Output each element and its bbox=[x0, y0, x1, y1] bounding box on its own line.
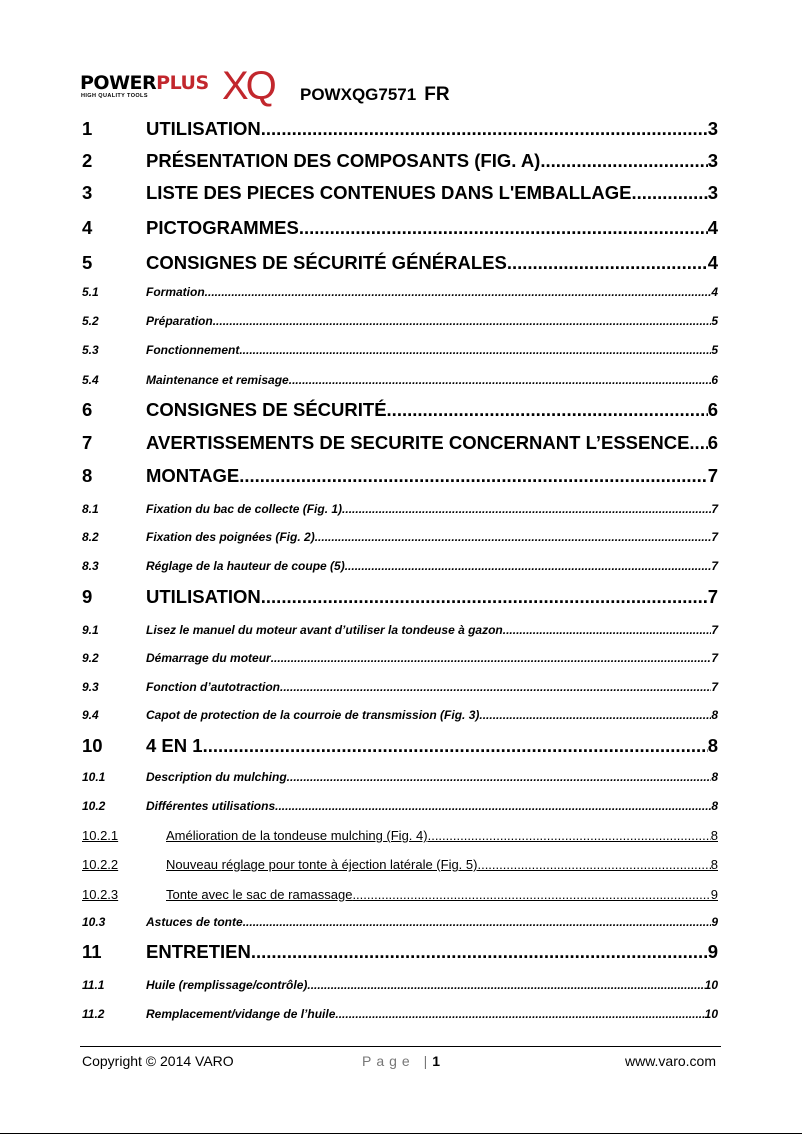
toc-title: UTILISATION bbox=[146, 118, 261, 139]
toc-entry[interactable] bbox=[82, 857, 718, 872]
toc-entry[interactable] bbox=[82, 118, 718, 140]
toc-entry[interactable] bbox=[82, 735, 718, 757]
toc-leader bbox=[251, 941, 708, 963]
toc-entry[interactable] bbox=[82, 182, 718, 204]
toc-number: 4 bbox=[82, 217, 93, 238]
toc-title: Maintenance et remisage bbox=[146, 373, 289, 387]
toc-entry[interactable] bbox=[82, 559, 718, 573]
toc-entry[interactable] bbox=[82, 285, 718, 299]
toc-page: 8 bbox=[711, 799, 718, 813]
toc-page: 7 bbox=[711, 530, 718, 544]
toc-title: Lisez le manuel du moteur avant d’utiliser la tondeuse à gazon. bbox=[146, 623, 507, 637]
toc-page: 5 bbox=[711, 314, 718, 328]
toc-entry[interactable] bbox=[82, 150, 718, 172]
toc-leader bbox=[271, 651, 712, 665]
toc-title: Tonte avec le sac de ramassage bbox=[166, 887, 353, 902]
toc-entry[interactable] bbox=[82, 651, 718, 665]
toc-leader bbox=[342, 502, 711, 516]
toc-number: 6 bbox=[82, 399, 93, 420]
toc-number: 10.2.2 bbox=[82, 857, 119, 872]
toc-page: 9 bbox=[707, 941, 718, 962]
toc-entry[interactable] bbox=[82, 1007, 718, 1021]
toc-entry[interactable] bbox=[82, 799, 718, 813]
toc-number: 8 bbox=[82, 465, 93, 486]
toc-title: CONSIGNES DE SÉCURITÉ GÉNÉRALES bbox=[146, 252, 507, 273]
toc-title: Capot de protection de la courroie de transmission (Fig. 3) bbox=[146, 708, 480, 722]
toc-title: AVERTISSEMENTS DE SECURITE CONCERNANT L’ESSENCE bbox=[146, 432, 690, 453]
toc-leader bbox=[243, 915, 712, 929]
toc-title: Description du mulching bbox=[146, 770, 287, 784]
toc-entry[interactable] bbox=[82, 770, 718, 784]
toc-title: Fixation du bac de collecte (Fig. 1) bbox=[146, 502, 343, 516]
toc-leader bbox=[507, 252, 708, 274]
toc-title: Réglage de la hauteur de coupe (5) bbox=[146, 559, 345, 573]
toc-number: 9.3 bbox=[82, 680, 99, 694]
toc-number: 9.1 bbox=[82, 623, 99, 637]
toc-page: 10 bbox=[704, 1007, 718, 1021]
toc-leader bbox=[261, 586, 708, 608]
toc-number: 9 bbox=[82, 586, 93, 607]
toc-number: 9.4 bbox=[82, 708, 99, 722]
toc-number: 7 bbox=[82, 432, 93, 453]
toc-number: 10.2.1 bbox=[82, 828, 119, 843]
toc-leader bbox=[213, 314, 712, 328]
toc-leader bbox=[352, 887, 710, 902]
toc-number: 10.2.3 bbox=[82, 887, 119, 902]
toc-number: 5.1 bbox=[82, 285, 99, 299]
toc-entry[interactable] bbox=[82, 502, 718, 516]
toc-number: 10.1 bbox=[82, 770, 106, 784]
toc-leader bbox=[307, 978, 704, 992]
toc-page: 7 bbox=[711, 559, 718, 573]
toc-title: UTILISATION bbox=[146, 586, 261, 607]
toc-entry[interactable] bbox=[82, 828, 718, 843]
footer-page bbox=[362, 1053, 440, 1069]
language-code: FR bbox=[424, 84, 450, 105]
toc-entry[interactable] bbox=[82, 343, 718, 357]
logo-xq: XQ bbox=[222, 64, 274, 108]
toc-page: 8 bbox=[711, 770, 718, 784]
toc-title: LISTE DES PIECES CONTENUES DANS L'EMBALLAGE bbox=[146, 182, 632, 203]
toc-number: 11.1 bbox=[82, 978, 105, 992]
model-heading bbox=[300, 84, 450, 106]
toc-number: 10.3 bbox=[82, 915, 106, 929]
toc-number: 8.3 bbox=[82, 559, 99, 573]
toc-number: 3 bbox=[82, 182, 93, 203]
toc-number: 5 bbox=[82, 252, 93, 273]
toc-entry[interactable] bbox=[82, 399, 718, 421]
toc-leader bbox=[239, 343, 711, 357]
toc-page: 4 bbox=[707, 217, 718, 238]
toc-leader bbox=[289, 373, 712, 387]
page-label: Page | bbox=[362, 1053, 433, 1069]
toc-title: ENTRETIEN bbox=[146, 941, 251, 962]
toc-leader bbox=[299, 217, 708, 239]
toc-entry[interactable] bbox=[82, 680, 718, 694]
powerplus-logo bbox=[80, 64, 274, 108]
toc-page: 6 bbox=[707, 432, 718, 453]
toc-title: Fonction d’autotraction bbox=[146, 680, 280, 694]
toc-page: 3 bbox=[707, 182, 718, 203]
toc-leader bbox=[540, 150, 707, 172]
toc-leader bbox=[261, 118, 708, 140]
toc-page: 8 bbox=[710, 857, 718, 872]
toc-leader bbox=[506, 623, 711, 637]
toc-title: Fonctionnement bbox=[146, 343, 240, 357]
toc-title: Remplacement/vidange de l’huile bbox=[146, 1007, 336, 1021]
toc-page: 9 bbox=[710, 887, 718, 902]
toc-number: 11 bbox=[82, 941, 102, 962]
toc-number: 1 bbox=[82, 118, 93, 139]
toc-page: 3 bbox=[707, 118, 718, 139]
toc-number: 10.2 bbox=[82, 799, 106, 813]
footer-website[interactable]: www.varo.com bbox=[624, 1053, 716, 1069]
toc-title: Huile (remplissage/contrôle) bbox=[146, 978, 308, 992]
toc-page: 7 bbox=[711, 680, 718, 694]
logo-text: POWER bbox=[80, 72, 157, 94]
toc-leader bbox=[345, 559, 712, 573]
toc-leader bbox=[205, 285, 712, 299]
toc-page: 8 bbox=[710, 828, 718, 843]
toc-number: 8.2 bbox=[82, 530, 99, 544]
toc-leader bbox=[275, 799, 711, 813]
toc-entry[interactable] bbox=[82, 915, 718, 929]
toc-title: Astuces de tonte bbox=[146, 915, 243, 929]
toc-leader bbox=[287, 770, 712, 784]
toc-leader bbox=[335, 1007, 704, 1021]
toc-leader bbox=[315, 530, 712, 544]
toc-title: CONSIGNES DE SÉCURITÉ bbox=[146, 399, 387, 420]
toc-page: 7 bbox=[711, 502, 718, 516]
toc-number: 10 bbox=[82, 735, 103, 756]
toc-entry[interactable] bbox=[82, 314, 718, 328]
toc-entry[interactable] bbox=[82, 465, 718, 487]
toc-page: 6 bbox=[711, 373, 718, 387]
logo-tagline: HIGH QUALITY TOOLS bbox=[81, 93, 148, 99]
toc-page: 5 bbox=[711, 343, 718, 357]
footer-copyright: Copyright © 2014 VARO bbox=[82, 1053, 234, 1069]
toc-title: MONTAGE bbox=[146, 465, 240, 486]
toc-entry[interactable] bbox=[82, 432, 718, 454]
toc-title: Amélioration de la tondeuse mulching (Fig. 4) bbox=[166, 828, 428, 843]
toc-entry[interactable] bbox=[82, 708, 718, 722]
toc-leader bbox=[479, 708, 711, 722]
toc-number: 5.3 bbox=[82, 343, 99, 357]
toc-page: 7 bbox=[711, 651, 718, 665]
page-edge-line bbox=[0, 1133, 802, 1134]
toc-page: 4 bbox=[707, 252, 718, 273]
toc-entry[interactable] bbox=[82, 217, 718, 239]
toc-entry[interactable] bbox=[82, 530, 718, 544]
toc-entry[interactable] bbox=[82, 373, 718, 387]
toc-title: 4 EN 1 bbox=[146, 735, 203, 756]
toc-leader bbox=[387, 399, 708, 421]
model-number: POWXQG7571 bbox=[300, 85, 417, 104]
page-number: 1 bbox=[432, 1053, 441, 1069]
toc-page: 10 bbox=[704, 978, 718, 992]
toc-title: Différentes utilisations bbox=[146, 799, 276, 813]
toc-leader bbox=[477, 857, 710, 872]
toc-page: 4 bbox=[711, 285, 718, 299]
toc-title: Fixation des poignées (Fig. 2) bbox=[146, 530, 315, 544]
logo-text-plus: PLUS bbox=[156, 72, 209, 94]
toc-page: 8 bbox=[711, 708, 718, 722]
toc-entry[interactable] bbox=[82, 941, 718, 963]
toc-page: 7 bbox=[707, 465, 718, 486]
toc-leader bbox=[280, 680, 711, 694]
toc-number: 11.2 bbox=[82, 1007, 105, 1021]
toc-title: PRÉSENTATION DES COMPOSANTS (FIG. A) bbox=[146, 150, 541, 171]
toc-title: Nouveau réglage pour tonte à éjection latérale (Fig. 5) bbox=[166, 857, 478, 872]
toc-leader bbox=[428, 828, 711, 843]
footer-divider bbox=[80, 1046, 721, 1047]
toc-number: 8.1 bbox=[82, 502, 99, 516]
toc-number: 2 bbox=[82, 150, 93, 171]
toc-title: Préparation bbox=[146, 314, 213, 328]
toc-page: 9 bbox=[711, 915, 718, 929]
toc-leader bbox=[631, 182, 707, 204]
toc-page: 7 bbox=[711, 623, 718, 637]
toc-page: 3 bbox=[707, 150, 718, 171]
toc-page: 8 bbox=[707, 735, 718, 756]
toc-leader bbox=[203, 735, 708, 757]
toc-page: 6 bbox=[707, 399, 718, 420]
toc-page: 7 bbox=[707, 586, 718, 607]
toc-entry[interactable] bbox=[82, 978, 718, 992]
toc-entry[interactable] bbox=[82, 623, 718, 637]
toc-leader bbox=[239, 465, 708, 487]
toc-entry[interactable] bbox=[82, 586, 718, 608]
toc-entry[interactable] bbox=[82, 887, 718, 902]
toc-entry[interactable] bbox=[82, 252, 718, 274]
toc-title: Démarrage du moteur bbox=[146, 651, 271, 665]
toc-title: Formation bbox=[146, 285, 205, 299]
toc-title: PICTOGRAMMES bbox=[146, 217, 299, 238]
toc-number: 5.2 bbox=[82, 314, 99, 328]
toc-number: 9.2 bbox=[82, 651, 99, 665]
toc-leader bbox=[689, 432, 707, 454]
toc-number: 5.4 bbox=[82, 373, 99, 387]
